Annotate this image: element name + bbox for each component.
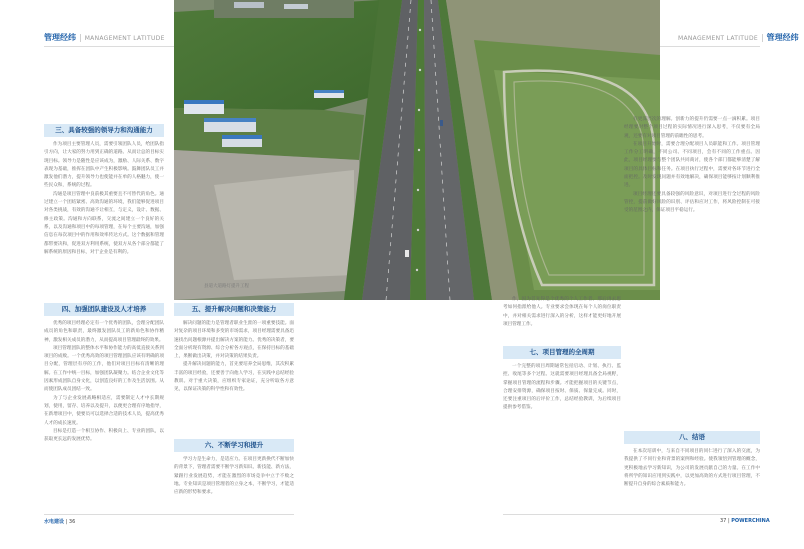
left-footer-separator: | — [65, 519, 68, 525]
paragraph: 项目经理还要具备较强的风险意识，对项目进行全过程的风险管控，提前做好风险的识别、评估和应对工作，将风险控制在可接受的范围之内，保证项目平稳运行。 — [624, 191, 760, 214]
paragraph: 一个完整的项目周期通常包括启动、计划、执行、监控、收尾等多个过程。这就需要项目经理具备全局视野，掌握项目管理的流程和步骤。才能把握项目的关键节点，合理安排资源，确保项目按时、保质、保量完成。同时，还要注重项目的后评价工作，总结经验教训，为后续项目提供参考借鉴。 — [503, 364, 621, 411]
column-5-text — [624, 116, 760, 426]
section-heading-3: 三、具备较强的领导力和沟通能力 — [44, 124, 164, 137]
right-footer — [720, 518, 770, 524]
paragraph: 作，因为首先得是个优秀的个人工作者。那后再去思考如何指派给他人。专业要求会体现在每个人的岗位职责中，并对相关需求进行深入的分析，这样才能更好地开展项目管理工作。 — [503, 297, 621, 327]
paragraph: 在本次培训中，与来自不同项目的同仁进行了深入的交流，为我提供了不同行业和背景的案例和经验。使我领悟到管理的概念，更积极地去学习新知识，为公司的发展贡献自己的力量。在工作中将所学的知识应用到实践中，以更加高效的方式进行项目管理，不断提升自身的综合素质和能力。 — [624, 449, 760, 488]
left-footer-magazine: 水电建设 — [44, 519, 65, 525]
paragraph: 目标是打造一个相互协作、积极向上、专业的团队，以获取更长远的发展优势。 — [44, 428, 164, 443]
section-heading-5: 五、提升解决问题和决策能力 — [174, 303, 294, 316]
right-footer-magazine: POWERCHINA — [731, 518, 770, 524]
right-header: MANAGEMENT LATITUDE | 管理经纬 — [678, 33, 799, 42]
column-1-text — [44, 141, 164, 306]
aerial-road-photo — [174, 0, 660, 300]
left-page-number: 36 — [68, 519, 76, 525]
footer-rule-left — [44, 514, 294, 515]
section-heading-7: 七、项目管理的全周期 — [503, 346, 621, 359]
left-footer — [44, 518, 75, 525]
section-heading-8: 八、结语 — [624, 431, 760, 444]
right-page-number: 37 — [720, 518, 727, 524]
column-2-text — [44, 320, 164, 510]
paragraph: 在项目开始时，需要合理分配项目人员职能和工作。项目管理工作分工明确，不同公司、不同项目，会有不同的工作重点。因此，项目经理要与整个团队共同商讨，使各个部门都能够清楚了解项目的具体目标和任务。在项目执行过程中，需要对各环节进行全面把控。及时发现问题并有效地解决，确保项目能够按计划顺利推进。 — [624, 141, 760, 189]
column-3b-text — [174, 456, 294, 510]
column-4b-text — [503, 363, 621, 510]
column-4-text — [503, 296, 621, 342]
paragraph: 为了与企业发展战略相适应，需要制定人才中长期规划，使用，留存、培养以及提升，以便更合理有序地指导，在新增项目中，使要员可以选择合适的技术人员，提高优秀人才的成长速度。 — [44, 395, 164, 426]
footer-rule-right — [503, 514, 760, 515]
left-header-title: 管理经纬 — [44, 33, 76, 42]
section-heading-6: 六、不断学习和提升 — [174, 439, 294, 452]
photo-caption: 县道大道路灯提升工程 — [204, 284, 249, 289]
paragraph: 提升解决问题的能力，首先要培养全局思维，其次积累丰富的项目经验，还要善于向他人学习，在实践中总结经验教训。对于重大决策，应组织专家论证，充分听取各方意见，以保证决策的科学性和有效性。 — [174, 362, 294, 393]
paragraph: 解决问题的能力是管理者职业生涯的一项重要技能。面对复杂的项目环境和多变的市场需求，项目经理需要具备迅速找出问题根源并提出解决方案的能力。优秀的决策者，要全面分析现有资源、综合分析各方观点，在保持目标的基础上，果断做出决策，并对决策的结果负责。 — [174, 321, 294, 360]
right-footer-separator: | — [727, 518, 730, 524]
header-rule-right — [660, 46, 760, 47]
column-6-text — [624, 448, 760, 510]
paragraph: 作为项目主要管理人员，需要引领团队人员，给团队指引方向，让大家的努力用到正确的道路。从而让总的目标实现目标。领导力是随性是应该成为，激励、人际关系、数字表现为基础，推挥在团队中产生积极影响。鼓舞团队员工并激发他们潜力，提升领导力也使能并在单的人格魅力，使一些民众和，系统的过程。 — [44, 142, 164, 189]
paragraph: 优秀的项目经理必定有一个优秀的团队，会理分配团队成员的角色和职责，最终激发团队员工的新角色和协作精神，激发相关成员的潜力，从而提高项目管理最终的效果。 — [44, 321, 164, 343]
section-heading-4: 四、加强团队建设及人才培养 — [44, 303, 164, 316]
paragraph: 项目管理团队的整体水平和协作能力的高低直接关系到项目的成败。一个优秀高效的项目管理团队应该有明确的项目分配，管理层有序的工作，他们对项目目标有清晰的理解。在工作中统一目标，加强团队凝聚力。结合企业文化等因素形成团队自身文化，以创造良好的工作及生活氛围。从而使团队成员团结一致。 — [44, 345, 164, 393]
column-3-text — [174, 320, 294, 430]
right-header-subtitle: MANAGEMENT LATITUDE — [678, 35, 758, 42]
paragraph: 学习力是生命力，是适应力。在项目更新换代不断加快的背景下，管理者需要不断学习新知识、新技能、新方法，紧跟行业发展趋势，才能在激烈的市场竞争中立于不败之地。专业知识是项目管理者的立身之本，不断学习，才能适应新的形势和要求。 — [174, 457, 294, 496]
aerial-road-illustration — [174, 0, 660, 300]
header-rule-left — [44, 46, 174, 47]
right-header-title: 管理经纬 — [766, 33, 799, 42]
paragraph: 沟通是项目管理中良前极其重要且不可替代的角色。通过建立一个团结紧密、高效沟通的环境，我们能够促进项目对各类挑战，有效的沟通不让相互，与定义，设计、数据、修主政策。沟通和方向联系，交流之间建立一个良好的关系，以及沟通和项目中的每项管理，在每个主要沟通，加强信息在每次项目中的作用和效率传达方式。这个数据和管理都带要决和，促进双方利用系统，使双方从各个部分都能了解系统的原因和目标，对于企业是有利的。 — [44, 191, 164, 255]
paragraph: 有更深层次的理解。创新力的提升仍需要一点一滴积累。项目经理要对整个项目过程的实际情况进行深入思考，不仅要有全局观，还要有对项目管理的前瞻性的思考。 — [624, 117, 760, 139]
left-header-subtitle: MANAGEMENT LATITUDE — [84, 35, 165, 42]
left-header: 管理经纬 | MANAGEMENT LATITUDE — [44, 33, 165, 42]
